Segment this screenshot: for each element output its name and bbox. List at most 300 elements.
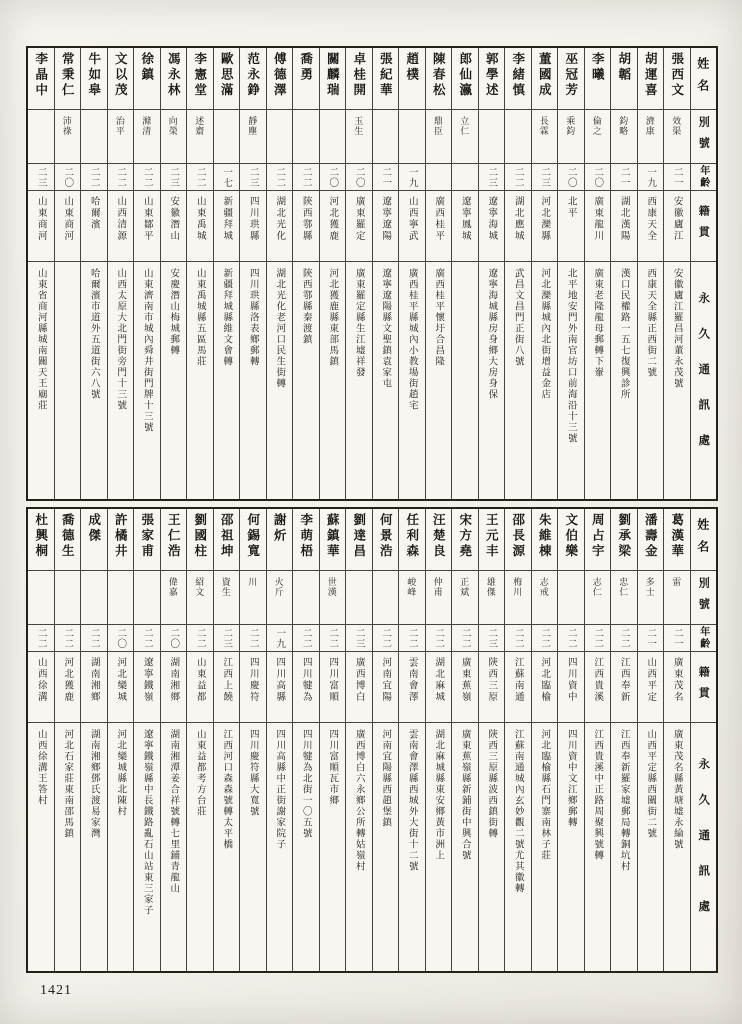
entry-age: 二二 — [81, 164, 107, 191]
entry-age: 二二 — [505, 625, 531, 652]
entry-alias — [108, 571, 134, 625]
entry-name: 王仁浩 — [161, 509, 187, 571]
entry-name: 文伯樂 — [558, 509, 584, 571]
entry-origin: 湖南湘鄉 — [81, 652, 107, 723]
entry-address: 山東濟南市城內舜井街門牌十三號 — [141, 268, 152, 433]
entry-name: 任利森 — [399, 509, 425, 571]
entry-alias: 紹文 — [187, 571, 213, 625]
entry-address: 河北臨榆縣石門寨南林子莊 — [539, 729, 550, 861]
entry-name: 張家甫 — [134, 509, 160, 571]
entry-origin: 廣東蕉嶺 — [452, 652, 478, 723]
entry-address: 武昌文昌門正街八號 — [512, 268, 523, 367]
entry-address: 廣東蕉嶺縣新鋪街中興合號 — [459, 729, 470, 861]
entry-address: 陝西鄠縣秦渡鎮 — [300, 268, 311, 345]
entry-age: 二〇 — [585, 164, 611, 191]
entry-name: 傅德澤 — [267, 48, 293, 110]
entry-age: 二二 — [532, 625, 558, 652]
entry-age: 二二 — [585, 625, 611, 652]
entry-alias: 峻峰 — [399, 571, 425, 625]
entry-column — [451, 509, 478, 971]
entry-column — [531, 509, 558, 971]
entry-name: 胡運喜 — [638, 48, 664, 110]
entry-origin: 新疆拜城 — [214, 191, 240, 262]
entry-address: 廣西桂平懷圩合昌隆 — [433, 268, 444, 367]
entry-column — [345, 509, 372, 971]
entry-address: 遼寧鐵嶺縣中長鐵路亂石山站東三家子 — [141, 729, 152, 916]
entry-address: 四川高縣中正街謝家院子 — [274, 729, 285, 850]
entry-address — [452, 262, 478, 499]
entry-column — [107, 48, 134, 499]
entry-name: 馮永林 — [161, 48, 187, 110]
entry-address: 河南宜陽縣西趙堡鎮 — [380, 729, 391, 828]
entry-address: 河北獲鹿縣東部馬鎮 — [327, 268, 338, 367]
entry-alias: 火斤 — [267, 571, 293, 625]
entry-origin: 四川資中 — [558, 652, 584, 723]
entry-age: 二一 — [664, 625, 690, 652]
entry-name: 卓桂開 — [346, 48, 372, 110]
entry-address: 廣西桂平縣城內小教場街趙宅 — [406, 268, 417, 411]
entry-name: 李萌梧 — [293, 509, 319, 571]
entry-name: 胡韜 — [611, 48, 637, 110]
entry-address: 江西貴溪中正路周聚興號轉 — [592, 729, 603, 861]
entry-age: 二三 — [479, 625, 505, 652]
entry-origin: 遼寧遼陽 — [373, 191, 399, 262]
entry-alias: 忠仁 — [611, 571, 637, 625]
entry-name: 張西文 — [664, 48, 690, 110]
entry-address: 北平地安門外南官坊口前海沿十三號 — [565, 268, 576, 444]
entry-name: 邵祖坤 — [214, 509, 240, 571]
entry-age: 二三 — [161, 164, 187, 191]
entry-name: 喬德生 — [55, 509, 81, 571]
entry-column — [584, 48, 611, 499]
entry-origin: 安徽廬江 — [664, 191, 690, 262]
entry-origin: 廣西博白 — [346, 652, 372, 723]
entry-age: 二二 — [373, 625, 399, 652]
entry-column — [133, 48, 160, 499]
page-number: 1421 — [40, 983, 72, 998]
entry-age: 二二 — [293, 625, 319, 652]
entry-alias: 倫之 — [585, 110, 611, 164]
entry-alias: 玉生 — [346, 110, 372, 164]
entry-alias — [346, 571, 372, 625]
entry-alias: 滌清 — [134, 110, 160, 164]
entry-column — [478, 509, 505, 971]
entry-alias — [214, 110, 240, 164]
entry-column — [54, 48, 81, 499]
entry-age: 二二 — [426, 625, 452, 652]
entry-alias — [28, 110, 54, 164]
entry-origin: 河北灤縣 — [532, 191, 558, 262]
entry-address: 湖北光化老河口民生街轉 — [274, 268, 285, 389]
entry-age: 二一 — [638, 625, 664, 652]
entry-address: 四川富順瓦市鄉 — [327, 729, 338, 806]
entry-origin: 安徽潛山 — [161, 191, 187, 262]
entry-alias: 鈞略 — [611, 110, 637, 164]
entry-name: 陳春松 — [426, 48, 452, 110]
entry-alias: 長霖 — [532, 110, 558, 164]
entry-age: 二〇 — [346, 164, 372, 191]
entry-column — [610, 509, 637, 971]
entry-column — [107, 509, 134, 971]
entry-address: 河北石家莊東南邵馬鎮 — [62, 729, 73, 839]
entry-age: 二二 — [187, 625, 213, 652]
entry-origin: 雲南會澤 — [399, 652, 425, 723]
column-header-alias: 別號 — [691, 571, 717, 625]
entry-name: 劉承梁 — [611, 509, 637, 571]
entry-column — [451, 48, 478, 499]
entry-age — [452, 164, 478, 191]
entry-address: 江西奉新羅家墟郵局轉銅坑村 — [618, 729, 629, 872]
entry-origin: 四川高縣 — [267, 652, 293, 723]
entry-origin: 山東禹城 — [187, 191, 213, 262]
entry-origin: 河北欒城 — [108, 652, 134, 723]
entry-name: 劉國柱 — [187, 509, 213, 571]
entry-origin: 山東鄒平 — [134, 191, 160, 262]
entry-address — [55, 262, 81, 499]
entry-origin: 山西寧武 — [399, 191, 425, 262]
entry-name: 李晶中 — [28, 48, 54, 110]
entry-alias — [293, 110, 319, 164]
column-header-name: 姓名 — [691, 509, 717, 571]
entry-alias — [81, 110, 107, 164]
header-column — [690, 48, 717, 499]
entry-alias: 志戒 — [532, 571, 558, 625]
entry-address: 哈爾濱市道外五道街六八號 — [88, 268, 99, 400]
entry-age: 二一 — [611, 164, 637, 191]
column-header-origin: 籍貫 — [691, 191, 717, 262]
entry-address: 山東益都考方台莊 — [194, 729, 205, 817]
entry-column — [186, 48, 213, 499]
entry-address: 雲南會澤縣西城外大街十二號 — [406, 729, 417, 872]
entry-name: 歐思滿 — [214, 48, 240, 110]
entry-alias — [81, 571, 107, 625]
entry-name: 張紀華 — [373, 48, 399, 110]
entry-name: 潘壽金 — [638, 509, 664, 571]
entry-age: 二二 — [611, 625, 637, 652]
entry-age: 二二 — [320, 625, 346, 652]
entry-name: 劉達昌 — [346, 509, 372, 571]
entry-address: 廣東茂名縣黃塘墟永綸號 — [671, 729, 682, 850]
entry-alias: 多士 — [638, 571, 664, 625]
entry-name: 常秉仁 — [55, 48, 81, 110]
entry-alias: 向榮 — [161, 110, 187, 164]
entry-age: 二二 — [267, 164, 293, 191]
entry-column — [319, 48, 346, 499]
entry-age: 二二 — [505, 164, 531, 191]
entry-alias: 資生 — [214, 571, 240, 625]
entry-origin: 廣西桂平 — [426, 191, 452, 262]
entry-alias: 述齋 — [187, 110, 213, 164]
entry-address: 湖南湘潭姜合祥號轉七里鋪青龍山 — [168, 729, 179, 894]
directory-table-bottom — [26, 507, 718, 973]
column-header-address: 永久通訊處 — [697, 291, 710, 470]
entry-origin: 四川慶符 — [240, 652, 266, 723]
entry-alias: 立仁 — [452, 110, 478, 164]
entry-origin: 江西奉新 — [611, 652, 637, 723]
entry-origin: 河北獲鹿 — [320, 191, 346, 262]
entry-address: 西康天全縣正西街二號 — [645, 268, 656, 378]
entry-alias: 仲甫 — [426, 571, 452, 625]
entry-origin: 陝西鄠縣 — [293, 191, 319, 262]
entry-address: 山東禹城縣五區馬莊 — [194, 268, 205, 367]
entry-column — [398, 48, 425, 499]
entry-alias: 志仁 — [585, 571, 611, 625]
entry-column — [504, 509, 531, 971]
entry-name: 關麟瑞 — [320, 48, 346, 110]
entry-age: 二三 — [346, 625, 372, 652]
entry-name: 牛如皋 — [81, 48, 107, 110]
entry-column — [266, 48, 293, 499]
entry-name: 汪楚良 — [426, 509, 452, 571]
entry-name: 徐鎮 — [134, 48, 160, 110]
entry-name: 成傑 — [81, 509, 107, 571]
entry-origin: 廣東龍川 — [585, 191, 611, 262]
entry-name: 周占宇 — [585, 509, 611, 571]
entry-column — [213, 509, 240, 971]
entry-address: 廣東老隆龍母郵轉下輋 — [592, 268, 603, 378]
entry-column — [266, 509, 293, 971]
entry-name: 謝炘 — [267, 509, 293, 571]
entry-age: 二三 — [28, 164, 54, 191]
entry-address: 河北灤縣城內北街增益金店 — [539, 268, 550, 400]
entry-name: 趙樸 — [399, 48, 425, 110]
entry-name: 李緒慎 — [505, 48, 531, 110]
entry-alias: 正斌 — [452, 571, 478, 625]
entry-origin: 山東商河 — [28, 191, 54, 262]
entry-alias — [373, 571, 399, 625]
entry-column — [54, 509, 81, 971]
entry-address: 陝西三原縣波西鎮街轉 — [486, 729, 497, 839]
entry-origin: 湖北漢陽 — [611, 191, 637, 262]
entry-name: 李憲堂 — [187, 48, 213, 110]
entry-address: 湖北麻城縣東安鄉黃市洲上 — [433, 729, 444, 861]
entry-origin: 陝西三原 — [479, 652, 505, 723]
entry-alias — [28, 571, 54, 625]
entry-address: 山西平定縣西關街二號 — [645, 729, 656, 839]
entry-alias: 靜塵 — [240, 110, 266, 164]
entry-alias — [320, 110, 346, 164]
entry-address: 山東省商河縣城南關天王廟莊 — [35, 268, 46, 411]
entry-age: 一九 — [399, 164, 425, 191]
entry-column — [637, 48, 664, 499]
entry-address: 安慶潛山梅城郵轉 — [168, 268, 179, 356]
entry-name: 郎仙瀛 — [452, 48, 478, 110]
entry-column — [80, 48, 107, 499]
entry-alias — [55, 571, 81, 625]
entry-address: 廣東羅定縣生江墟祥發 — [353, 268, 364, 378]
entry-origin: 四川犍為 — [293, 652, 319, 723]
directory-table-top — [26, 46, 718, 501]
entry-alias: 世漢 — [320, 571, 346, 625]
entry-name: 范永錚 — [240, 48, 266, 110]
entry-alias: 沛祿 — [55, 110, 81, 164]
entry-address: 安徽廬江羅昌河董永茂號 — [671, 268, 682, 389]
entry-age: 二一 — [373, 164, 399, 191]
entry-age: 二二 — [108, 164, 134, 191]
entry-origin: 北平 — [558, 191, 584, 262]
entry-column — [372, 48, 399, 499]
column-header-address: 永久通訊處 — [697, 758, 710, 936]
entry-address: 河北欒城縣北陳村 — [115, 729, 126, 817]
entry-column — [372, 509, 399, 971]
entry-name: 郭學述 — [479, 48, 505, 110]
entry-name: 何景浩 — [373, 509, 399, 571]
entry-age: 一九 — [267, 625, 293, 652]
entry-alias — [399, 110, 425, 164]
entry-origin: 山西平定 — [638, 652, 664, 723]
entry-origin: 湖北光化 — [267, 191, 293, 262]
entry-column — [28, 509, 54, 971]
entry-address: 遼寧海城縣房身鄉大房身保 — [486, 268, 497, 400]
entry-origin: 西康天全 — [638, 191, 664, 262]
entry-origin: 江西上饒 — [214, 652, 240, 723]
entry-address: 山西徐溝王答村 — [35, 729, 46, 806]
entry-column — [425, 509, 452, 971]
entry-origin: 哈爾濱 — [81, 191, 107, 262]
entry-column — [345, 48, 372, 499]
entry-column — [584, 509, 611, 971]
entry-column — [398, 509, 425, 971]
entry-age: 二二 — [134, 625, 160, 652]
entry-column — [531, 48, 558, 499]
entry-age: 一九 — [638, 164, 664, 191]
entry-age: 二二 — [81, 625, 107, 652]
entry-origin: 山東商河 — [55, 191, 81, 262]
entry-origin: 四川富順 — [320, 652, 346, 723]
entry-age: 二三 — [479, 164, 505, 191]
entry-column — [557, 48, 584, 499]
entry-name: 董國成 — [532, 48, 558, 110]
entry-age: 二二 — [28, 625, 54, 652]
entry-age: 二〇 — [161, 625, 187, 652]
entry-origin: 河北臨榆 — [532, 652, 558, 723]
entry-name: 蘇鎮華 — [320, 509, 346, 571]
entry-column — [292, 48, 319, 499]
entry-name: 王元丰 — [479, 509, 505, 571]
entry-address: 湖南湘鄉鄧氏渡易家灣 — [88, 729, 99, 839]
entry-origin: 江西貴溪 — [585, 652, 611, 723]
entry-name: 李曦 — [585, 48, 611, 110]
column-header-age: 年齡 — [691, 625, 717, 652]
entry-address: 江西河口森森號轉太平橋 — [221, 729, 232, 850]
entry-alias: 鼎臣 — [426, 110, 452, 164]
entry-origin: 四川珙縣 — [240, 191, 266, 262]
entry-alias: 濟康 — [638, 110, 664, 164]
column-header-origin: 籍貫 — [691, 652, 717, 723]
entry-alias — [267, 110, 293, 164]
entry-address: 四川慶符縣大寬號 — [247, 729, 258, 817]
entry-age: 二三 — [240, 164, 266, 191]
entry-column — [504, 48, 531, 499]
entry-column — [239, 48, 266, 499]
column-header-age: 年齡 — [691, 164, 717, 191]
column-header-alias: 別號 — [691, 110, 717, 164]
entry-alias: 偉嘉 — [161, 571, 187, 625]
entry-origin: 江蘇南通 — [505, 652, 531, 723]
entry-age: 二三 — [214, 625, 240, 652]
entry-column — [478, 48, 505, 499]
entry-alias — [293, 571, 319, 625]
entry-age: 二一 — [664, 164, 690, 191]
entry-column — [160, 48, 187, 499]
entry-column — [239, 509, 266, 971]
entry-address: 漢口民權路一五七復興診所 — [618, 268, 629, 400]
entry-column — [319, 509, 346, 971]
entry-name: 巫冠芳 — [558, 48, 584, 110]
entry-column — [80, 509, 107, 971]
entry-age: 二二 — [452, 625, 478, 652]
entry-origin: 湖北麻城 — [426, 652, 452, 723]
entry-age: 二二 — [240, 625, 266, 652]
entry-name: 文以茂 — [108, 48, 134, 110]
entry-column — [28, 48, 54, 499]
entry-age: 二二 — [399, 625, 425, 652]
column-header-name: 姓名 — [691, 48, 717, 110]
entry-name: 何錫寬 — [240, 509, 266, 571]
entry-age: 二〇 — [320, 164, 346, 191]
entry-origin: 湖北應城 — [505, 191, 531, 262]
entry-age: 二〇 — [108, 625, 134, 652]
entry-origin: 廣東羅定 — [346, 191, 372, 262]
entry-age: 二二 — [187, 164, 213, 191]
entry-address: 廣西博白六永鄉公所轉姑嶺村 — [353, 729, 364, 872]
entry-column — [425, 48, 452, 499]
entry-age: 二〇 — [558, 164, 584, 191]
entry-alias — [373, 110, 399, 164]
entry-name: 朱維棟 — [532, 509, 558, 571]
entry-column — [557, 509, 584, 971]
entry-origin: 山西清源 — [108, 191, 134, 262]
entry-column — [213, 48, 240, 499]
entry-address: 四川犍為北街一〇五號 — [300, 729, 311, 839]
entry-name: 喬勇 — [293, 48, 319, 110]
entry-column — [133, 509, 160, 971]
entry-address: 四川資中文江鄉郵轉 — [565, 729, 576, 828]
entry-age: 二二 — [558, 625, 584, 652]
entry-origin: 遼寧海城 — [479, 191, 505, 262]
entry-column — [637, 509, 664, 971]
entry-address: 遼寧遼陽縣文聖鎮袁家屯 — [380, 268, 391, 389]
entry-origin: 河北獲鹿 — [55, 652, 81, 723]
entry-alias: 川 — [240, 571, 266, 625]
entry-origin: 山西徐溝 — [28, 652, 54, 723]
entry-column — [663, 48, 690, 499]
entry-address: 新疆拜城縣維文會轉 — [221, 268, 232, 367]
entry-alias: 乘鈞 — [558, 110, 584, 164]
entry-alias: 效渠 — [664, 110, 690, 164]
entry-origin: 湖南湘鄉 — [161, 652, 187, 723]
entry-alias: 治平 — [108, 110, 134, 164]
entry-name: 杜興桐 — [28, 509, 54, 571]
entry-age: 二三 — [532, 164, 558, 191]
entry-origin: 遼寧鳳城 — [452, 191, 478, 262]
entry-age: 二二 — [55, 625, 81, 652]
entry-name: 葛漢華 — [664, 509, 690, 571]
entry-alias: 梅川 — [505, 571, 531, 625]
entry-age — [426, 164, 452, 191]
entry-column — [292, 509, 319, 971]
entry-name: 邵長源 — [505, 509, 531, 571]
entry-origin: 河南宜陽 — [373, 652, 399, 723]
entry-age: 二二 — [293, 164, 319, 191]
entry-alias — [134, 571, 160, 625]
entry-origin: 山東益都 — [187, 652, 213, 723]
entry-column — [186, 509, 213, 971]
entry-address: 四川珙縣洛表鄉郵轉 — [247, 268, 258, 367]
entry-address: 江蘇南通城內玄妙觀二號尤其徽轉 — [512, 729, 523, 894]
entry-name: 宋方堯 — [452, 509, 478, 571]
entry-alias: 雷 — [664, 571, 690, 625]
